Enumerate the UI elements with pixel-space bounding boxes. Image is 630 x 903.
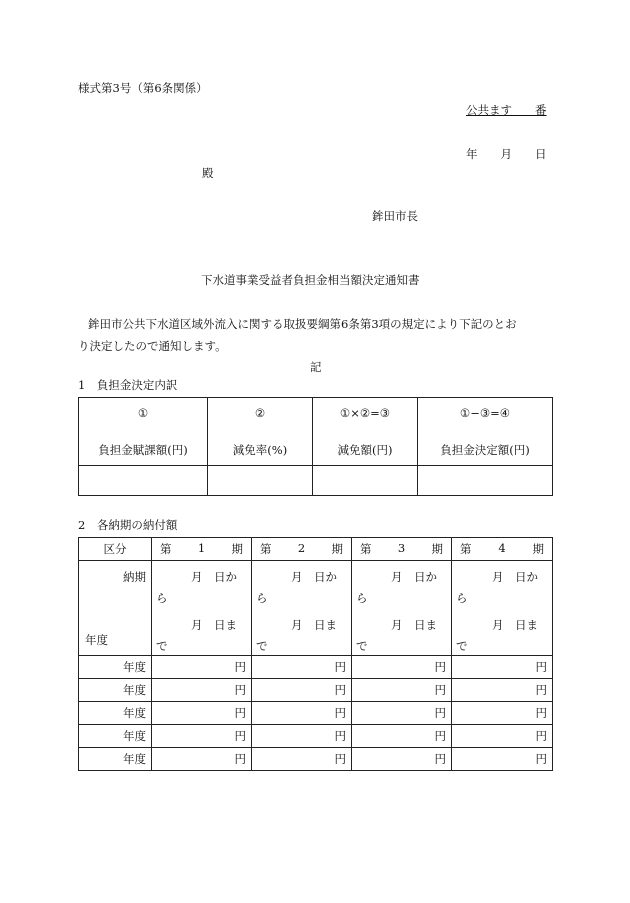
period-header: 第 2 期 [252,538,352,561]
column-label: 負担金決定額(円) [440,442,530,457]
amount-cell: 円 [252,725,352,748]
table-row [79,679,553,702]
empty-cell [208,466,313,496]
burden-breakdown-table [78,397,553,496]
table-header-cell [208,398,313,466]
amount-cell: 円 [352,725,452,748]
due-period-cell: 月 日か ら 月 日ま で [452,561,553,656]
document-number: 公共ます 番 [466,103,547,117]
ki-label: 記 [310,360,322,374]
amount-cell: 円 [252,679,352,702]
date-line: 年 月 日 [466,147,547,161]
amount-cell: 円 [352,748,452,771]
table-row [79,561,553,656]
column-symbol: ② [254,405,266,420]
year-label: 年度 [79,725,152,748]
amount-cell: 円 [352,702,452,725]
table-header-cell [313,398,418,466]
issuer: 鉾田市長 [372,209,418,223]
form-label: 様式第3号（第6条関係） [78,81,208,95]
addressee-suffix: 殿 [202,166,214,180]
noki-label: 納期 [123,570,146,584]
amount-cell: 円 [252,702,352,725]
empty-cell [418,466,553,496]
table-row [79,748,553,771]
amount-cell: 円 [152,702,252,725]
installment-table [78,537,553,771]
amount-cell: 円 [352,656,452,679]
table-row [79,538,553,561]
amount-cell: 円 [252,748,352,771]
column-symbol: ①−③=④ [459,405,511,420]
year-label: 年度 [79,702,152,725]
due-period-cell: 月 日か ら 月 日ま で [252,561,352,656]
amount-cell: 円 [152,725,252,748]
due-period-cell: 月 日か ら 月 日ま で [352,561,452,656]
amount-cell: 円 [452,748,553,771]
period-header: 第 3 期 [352,538,452,561]
category-header: 区分 [79,538,152,561]
column-label: 減免率(%) [232,442,288,457]
section1-heading: 1 負担金決定内訳 [78,378,178,392]
due-period-cell: 月 日か ら 月 日ま で [152,561,252,656]
table-row [79,725,553,748]
column-symbol: ①×②=③ [339,405,391,420]
amount-cell: 円 [152,748,252,771]
amount-cell: 円 [152,679,252,702]
table-row [79,702,553,725]
year-label: 年度 [79,679,152,702]
section2-heading: 2 各納期の納付額 [78,518,178,532]
amount-cell: 円 [452,702,553,725]
nendo-label: 年度 [85,633,108,647]
table-header-cell [79,398,208,466]
amount-cell: 円 [152,656,252,679]
body-text-line1: 鉾田市公共下水道区域外流入に関する取扱要綱第6条第3項の規定により下記のとお [88,317,517,331]
period-header: 第 1 期 [152,538,252,561]
amount-cell: 円 [452,725,553,748]
empty-cell [313,466,418,496]
column-symbol: ① [137,405,149,420]
table-row [79,398,553,466]
year-label: 年度 [79,748,152,771]
table-header-cell [418,398,553,466]
document-title: 下水道事業受益者負担金相当額決定通知書 [201,273,420,287]
amount-cell: 円 [452,679,553,702]
column-label: 負担金賦課額(円) [98,442,188,457]
table-row [79,656,553,679]
body-text-line2: り決定したので通知します。 [78,339,227,353]
amount-cell: 円 [452,656,553,679]
noki-label-cell [79,561,152,656]
period-header: 第 4 期 [452,538,553,561]
column-label: 減免額(円) [337,442,393,457]
year-label: 年度 [79,656,152,679]
amount-cell: 円 [352,679,452,702]
table-row [79,466,553,496]
empty-cell [79,466,208,496]
amount-cell: 円 [252,656,352,679]
